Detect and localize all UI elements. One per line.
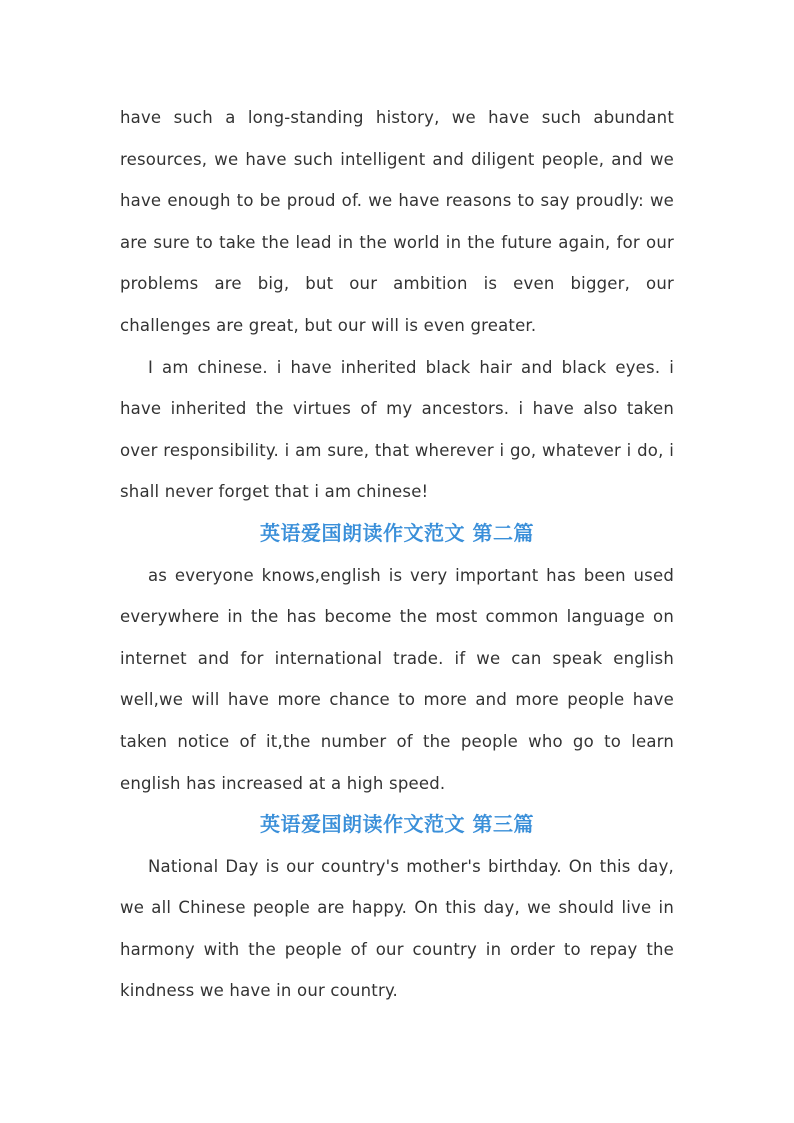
body-paragraph: I am chinese. i have inherited black hair and black eyes. i have inherited the virtues of my ancestors. i have also taken over responsibility. i am sure, that wherever i go, whatever i do, i shall never forget that i am chinese!: [120, 357, 674, 502]
body-paragraph: as everyone knows,english is very important has been used everywhere in the has become the most common language on internet and for international trade. if we can speak english well,we will have more chance to more and more people have taken notice of it,the number of the people who go to learn english has increased at a high speed.: [120, 565, 674, 793]
body-paragraph: have such a long-standing history, we have such abundant resources, we have such intelligent and diligent people, and we have enough to be proud of. we have reasons to say proudly: we are sure to take the lead in the world in the future again, for our problems are big, but our ambition is even bigger, our challenges are great, but our will is even greater.: [120, 108, 674, 335]
body-paragraph: National Day is our country's mother's birthday. On this day, we all Chinese people are happy. On this day, we should live in harmony with the people of our country in order to repay the kindness we have in our country.: [120, 856, 674, 1001]
document-page: [120, 97, 674, 1012]
section-heading: 英语爱国朗读作文范文 第二篇: [260, 520, 534, 545]
section-heading: 英语爱国朗读作文范文 第三篇: [260, 812, 534, 837]
